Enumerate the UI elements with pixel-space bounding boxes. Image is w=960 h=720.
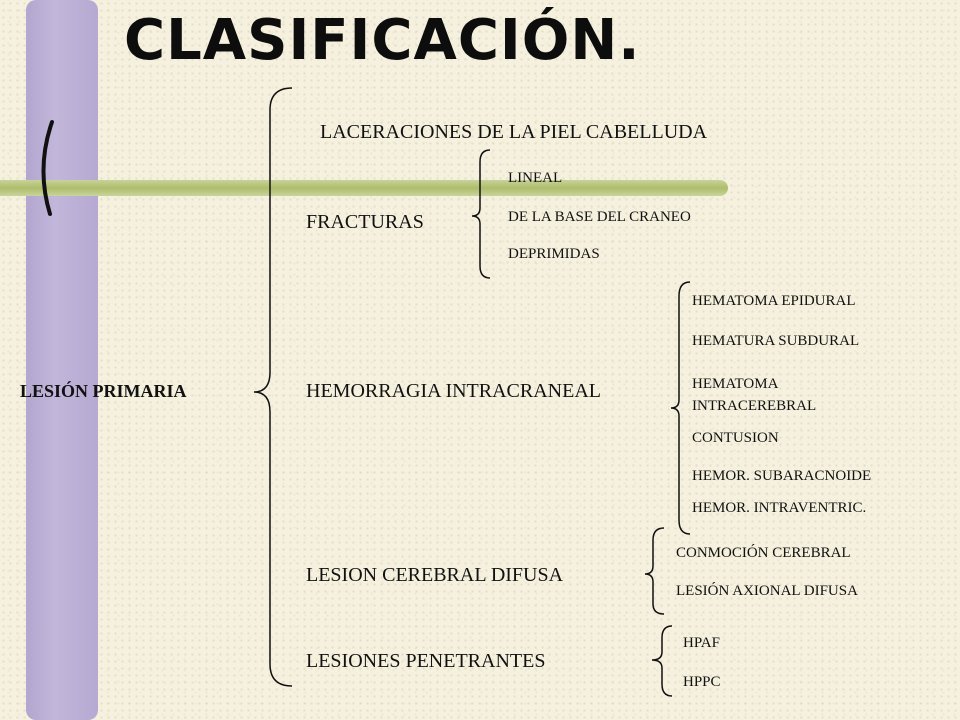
root-label: LESIÓN PRIMARIA [20, 381, 187, 401]
hemorragia-item: HEMOR. SUBARACNOIDE [692, 468, 872, 484]
penetrantes-item: HPPC [683, 674, 721, 690]
page-title: CLASIFICACIÓN. [124, 8, 641, 73]
hemorragia-item: HEMATOMA EPIDURAL [692, 293, 856, 309]
brace-fracturas [472, 150, 490, 278]
brace-penetrantes [652, 626, 672, 696]
hemorragia-item: HEMOR. INTRAVENTRIC. [692, 500, 867, 516]
penetrantes-item: HPAF [683, 635, 720, 651]
hemorragia-item: HEMATOMA INTRACEREBRAL [692, 376, 817, 414]
fracturas-item: LINEAL [508, 170, 563, 186]
hemorragia-item: CONTUSION [692, 430, 779, 446]
branch-laceraciones: LACERACIONES DE LA PIEL CABELLUDA [320, 121, 708, 143]
branch-lesiones-penetrantes: LESIONES PENETRANTES [306, 650, 546, 672]
fracturas-item: DE LA BASE DEL CRANEO [508, 209, 691, 225]
fracturas-item: DEPRIMIDAS [508, 246, 600, 262]
branch-hemorragia: HEMORRAGIA INTRACRANEAL [306, 380, 601, 402]
hemorragia-item: HEMATURA SUBDURAL [692, 333, 860, 349]
brace-difusa [645, 528, 664, 614]
brace-hemorragia [671, 282, 690, 534]
main-brace [254, 88, 292, 686]
difusa-item: CONMOCIÓN CEREBRAL [676, 545, 851, 561]
branch-lesion-cerebral-difusa: LESION CEREBRAL DIFUSA [306, 564, 564, 586]
decorative-bracket [43, 122, 52, 214]
branch-fracturas: FRACTURAS [306, 211, 424, 233]
difusa-item: LESIÓN AXIONAL DIFUSA [676, 583, 858, 599]
